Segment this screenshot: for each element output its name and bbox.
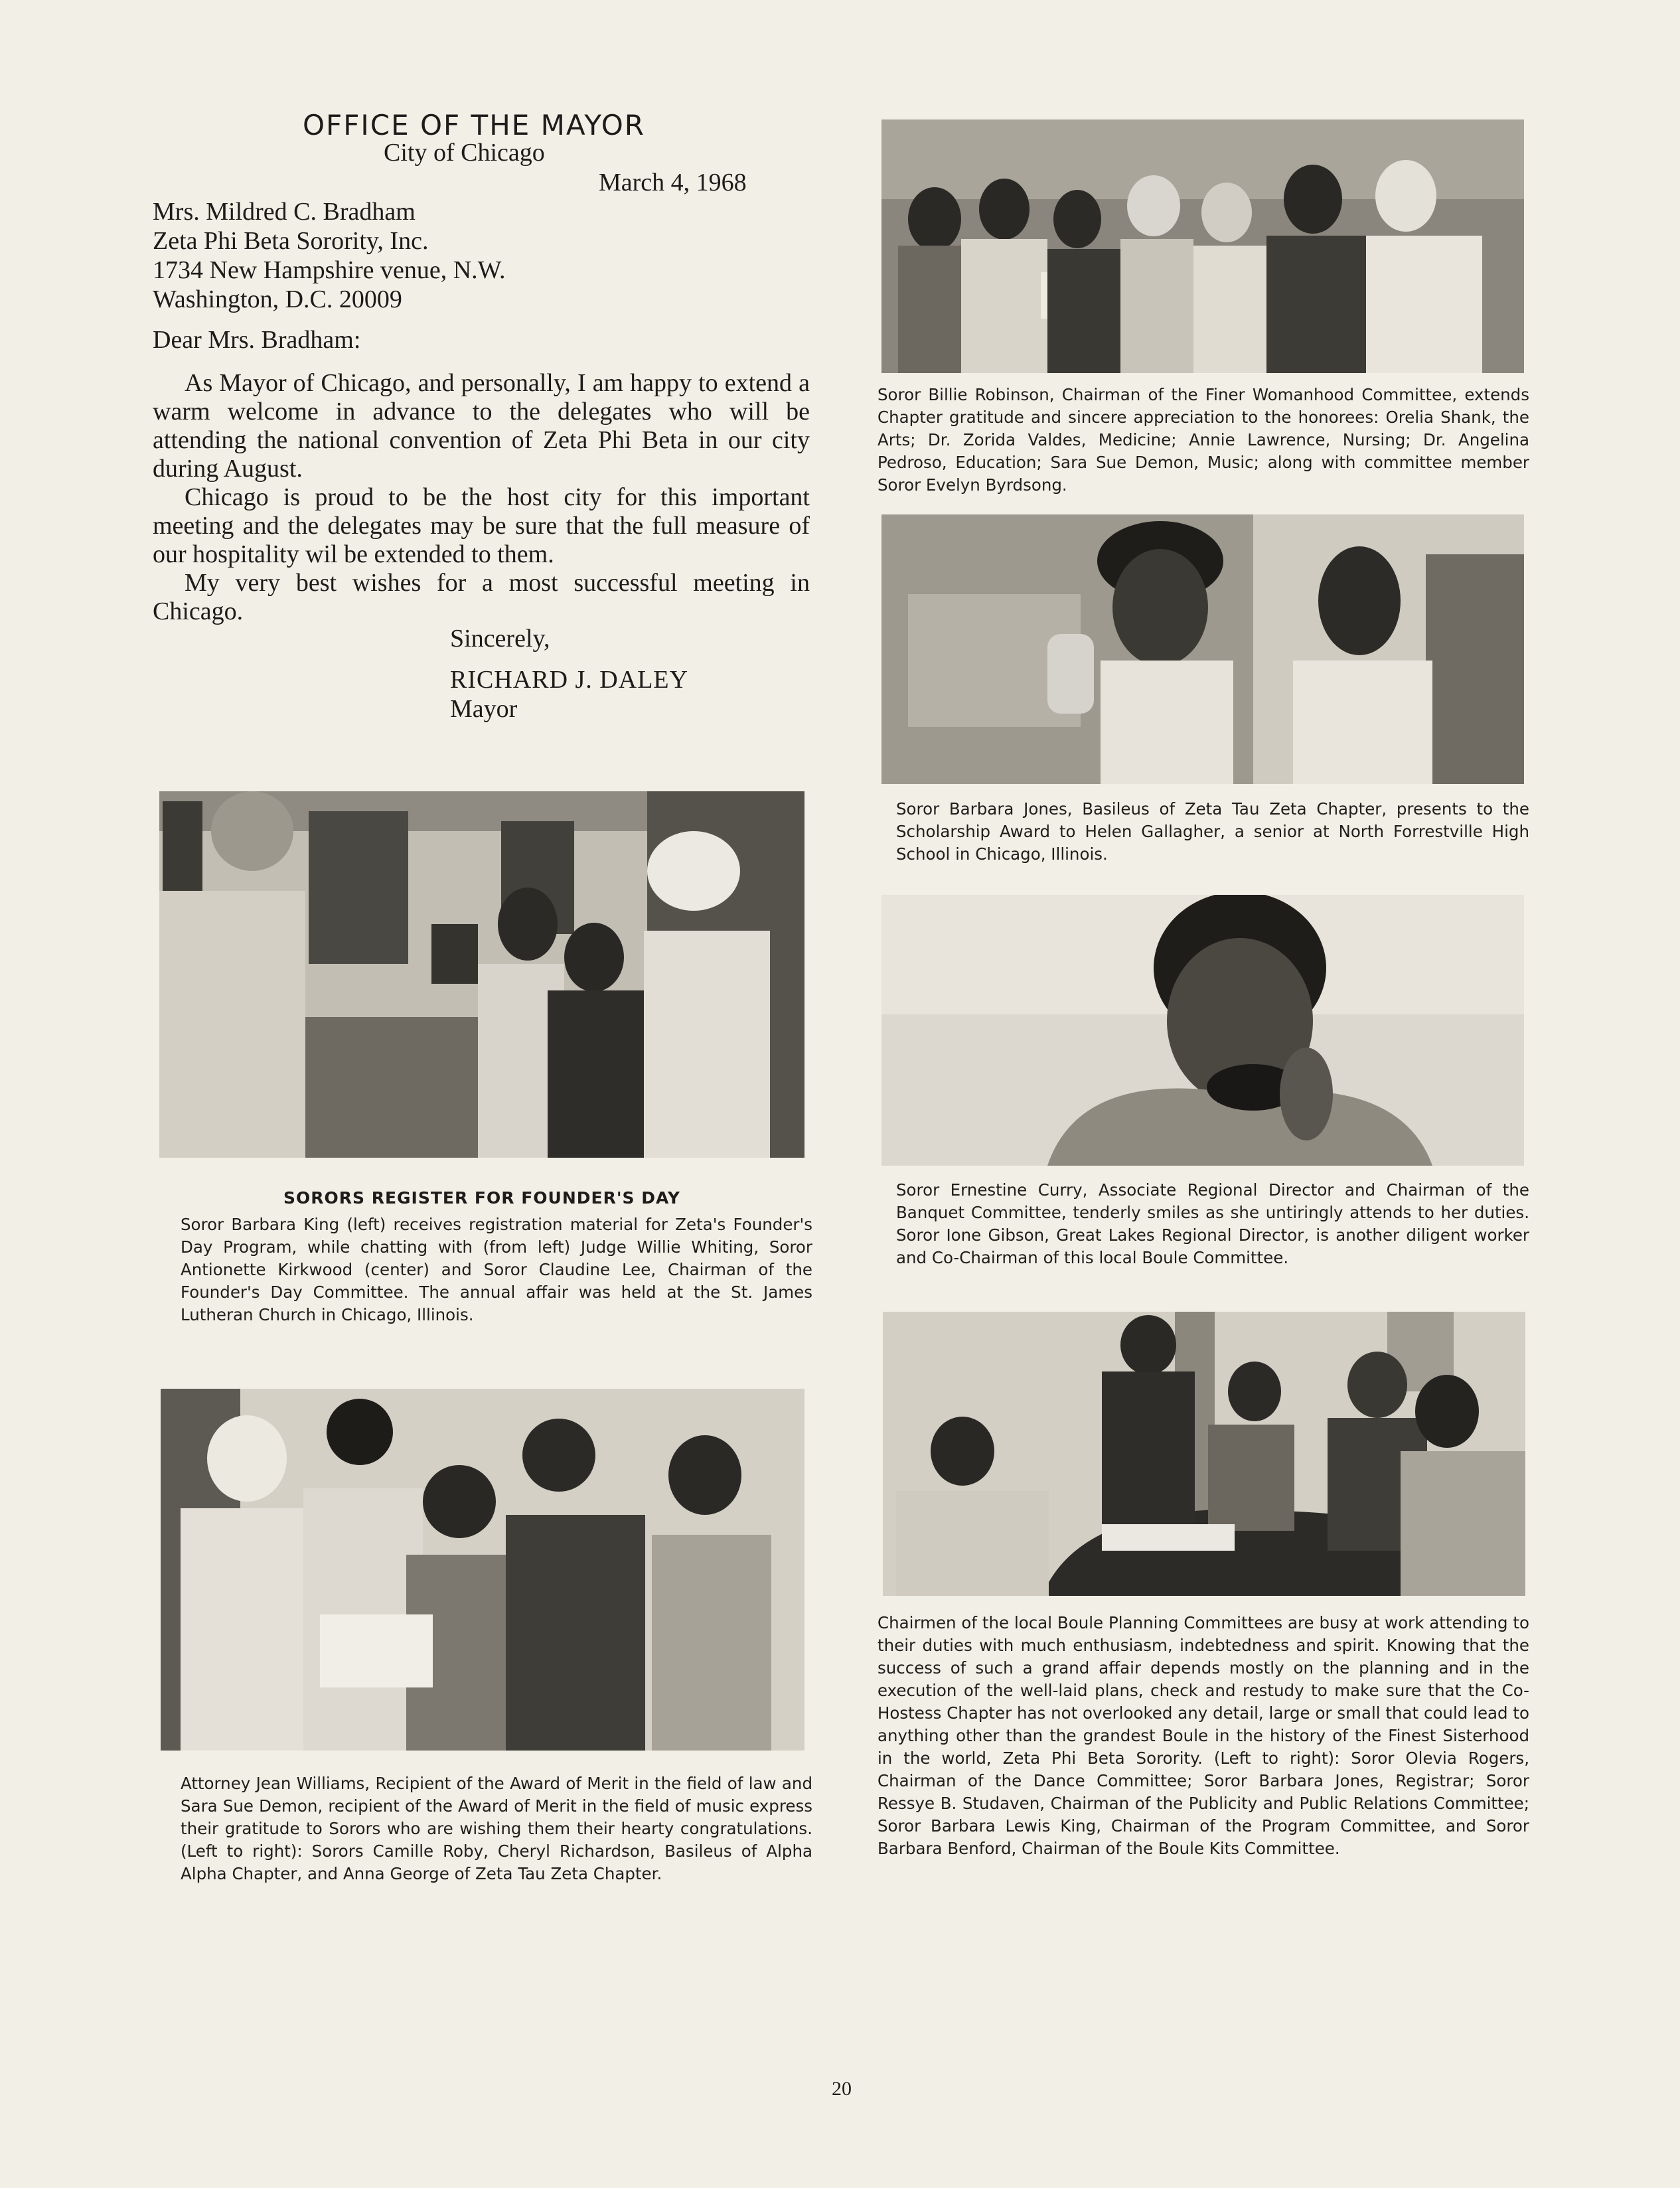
award-merit-photo (161, 1389, 804, 1751)
signer-name: RICHARD J. DALEY (450, 666, 689, 694)
address-line: Washington, D.C. 20009 (153, 285, 402, 313)
signer-title: Mayor (450, 695, 518, 723)
letter-closing-block (450, 624, 688, 724)
telephone-caption: Soror Ernestine Curry, Associate Regional Director and Chairman of the Banquet Committee, tenderly smiles as she untiringly attends to her duties. Soror Ione Gibson, Great Lakes Regional Director, is another diligent worker and Co-Chairman of this local Boule Committee. (896, 1180, 1529, 1267)
award-merit-caption: Attorney Jean Williams, Recipient of the Award of Merit in the field of law and Sara Sue Demon, recipient of the Award of Merit in the field of music express their gratitude to Sorors who are wishing them their hearty congratulations. (Left to right): Sorors Camille Roby, Cheryl Richardson, Basileus of Alpha Alpha Chapter, and Anna George of Zeta Tau Zeta Chapter. (181, 1774, 812, 1883)
letter-heading: OFFICE OF THE MAYOR (303, 109, 645, 141)
address-line: Zeta Phi Beta Sorority, Inc. (153, 227, 429, 255)
honorees-caption: Soror Billie Robinson, Chairman of the Finer Womanhood Committee, extends Chapter gratitude and sincere appreciation to the honorees: Orelia Shank, the Arts; Dr. Zorida Valdes, Medicine; Annie Lawrence, Nursing; Dr. Angelina Pedroso, Education; Sara Sue Demon, Music; along with committee member Soror Evelyn Byrdsong. (878, 385, 1529, 495)
founders-day-title: SORORS REGISTER FOR FOUNDER'S DAY (283, 1188, 681, 1208)
planning-caption: Chairmen of the local Boule Planning Committees are busy at work attending to their duties with much enthusiasm, indebtedness and spirit. Knowing that the success of such a grand affair depends mostly on the planning and in the execution of the well-laid plans, check and restudy to make sure that the Co-Hostess Chapter has not overlooked any detail, large or small that could lead to anything other than the grandest Boule in the history of the Finest Sisterhood in the world, Zeta Phi Beta Sorority. (Left to right): Soror Olevia Rogers, Chairman of the Dance Committee; Soror Barbara Jones, Registrar; Soror Ressye B. Studaven, Chairman of the Publicity and Public Relations Committee; Soror Barbara Lewis King, Chairman of the Program Committee, and Soror Barbara Benford, Chairman of the Boule Kits Committee. (878, 1613, 1529, 1858)
telephone-photo (881, 895, 1524, 1166)
honorees-photo (881, 119, 1524, 373)
letter-paragraph: As Mayor of Chicago, and personally, I am happy to extend a warm welcome in advance to the delegates who will be attending the national convention of Zeta Phi Beta in our city during August. (153, 369, 810, 483)
letter-date: March 4, 1968 (599, 169, 747, 196)
letter-city: City of Chicago (384, 139, 545, 167)
letter-body (153, 369, 810, 626)
founders-day-caption: Soror Barbara King (left) receives registration material for Zeta's Founder's Day Program, while chatting with (from left) Judge Willie Whiting, Soror Antionette Kirkwood (center) and Soror Claudine Lee, Chairman of the Founder's Day Committee. The annual affair was held at the St. James Lutheran Church in Chicago, Illinois. (181, 1215, 812, 1324)
planning-photo (883, 1312, 1525, 1596)
address-line: Mrs. Mildred C. Bradham (153, 198, 416, 226)
letter-salutation: Dear Mrs. Bradham: (153, 326, 361, 354)
letter-address (153, 197, 506, 314)
scholarship-photo (881, 514, 1524, 784)
scholarship-caption: Soror Barbara Jones, Basileus of Zeta Tau Zeta Chapter, presents to the Scholarship Award to Helen Gallagher, a senior at North Forrestville High School in Chicago, Illinois. (896, 799, 1529, 864)
letter-paragraph: Chicago is proud to be the host city for this important meeting and the delegates may be sure that the full measure of our hospitality wil be extended to them. (153, 483, 810, 568)
address-line: 1734 New Hampshire venue, N.W. (153, 256, 506, 284)
page-number: 20 (832, 2078, 852, 2100)
letter-closing: Sincerely, (450, 625, 550, 653)
founders-day-photo (159, 791, 804, 1158)
letter-paragraph: My very best wishes for a most successful meeting in Chicago. (153, 569, 810, 625)
